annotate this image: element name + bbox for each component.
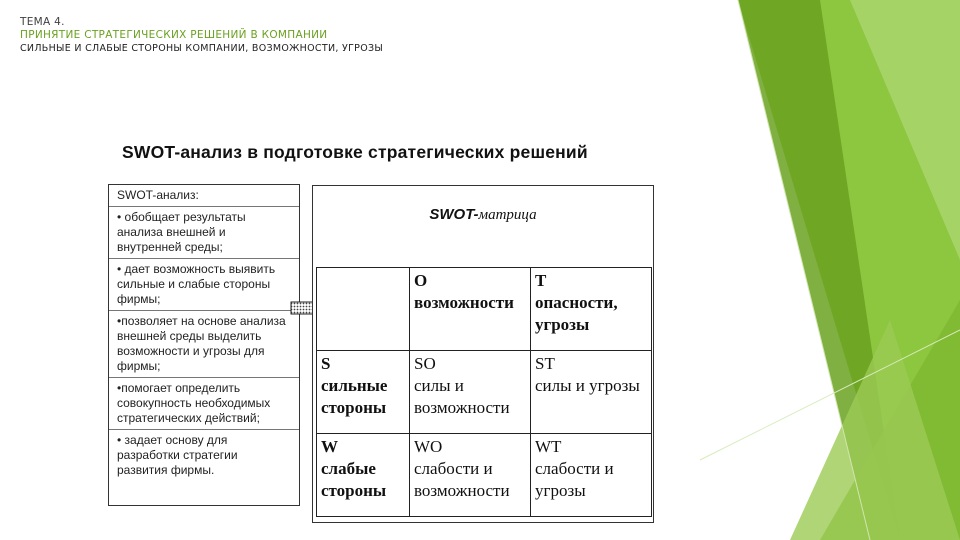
- cell-so: [410, 351, 531, 434]
- cell-wt: [531, 434, 652, 517]
- topic-subtitle: СИЛЬНЫЕ И СЛАБЫЕ СТОРОНЫ КОМПАНИИ, ВОЗМОЖНОСТИ, УГРОЗЫ: [20, 43, 384, 54]
- wo-code: WO: [414, 437, 443, 456]
- so-code: SO: [414, 354, 436, 373]
- w-label: слабые стороны: [321, 459, 387, 500]
- cell-wo: [410, 434, 531, 517]
- figure-title: SWOT-анализ в подготовке стратегических решений: [122, 142, 588, 162]
- cell-st: [531, 351, 652, 434]
- topic-title: ПРИНЯТИЕ СТРАТЕГИЧЕСКИХ РЕШЕНИЙ В КОМПАНИИ: [20, 29, 328, 41]
- table-row: [317, 351, 652, 434]
- matrix-title: [313, 206, 653, 224]
- swot-matrix-table: [316, 267, 652, 517]
- matrix-title-suffix: матрица: [478, 207, 537, 223]
- list-item: •помогает определить совокупность необходимых стратегических действий;: [109, 378, 299, 430]
- row-header-s: [317, 351, 410, 434]
- panel-heading: SWOT-анализ:: [109, 185, 299, 207]
- st-code: ST: [535, 354, 555, 373]
- st-text: силы и угрозы: [535, 376, 640, 395]
- table-row: [317, 268, 652, 351]
- list-item: • дает возможность выявить сильные и слабые стороны фирмы;: [109, 259, 299, 311]
- swot-description-panel: [108, 184, 300, 506]
- wo-text: слабости и возможности: [414, 459, 510, 500]
- matrix-header-o: [410, 268, 531, 351]
- table-row: [317, 434, 652, 517]
- t-label: опасности, угрозы: [535, 293, 618, 334]
- list-item: • задает основу для разработки стратегии развития фирмы.: [117, 433, 238, 477]
- empty-cell: [317, 268, 410, 351]
- s-label: сильные стороны: [321, 376, 388, 417]
- o-label: возможности: [414, 293, 514, 312]
- row-header-w: [317, 434, 410, 517]
- so-text: силы и возможности: [414, 376, 510, 417]
- t-letter: T: [535, 271, 547, 290]
- s-letter: S: [321, 354, 331, 373]
- matrix-header-t: [531, 268, 652, 351]
- o-letter: O: [414, 271, 428, 290]
- wt-text: слабости и угрозы: [535, 459, 614, 500]
- matrix-title-prefix: SWOT-: [429, 206, 479, 223]
- slide-header: [20, 16, 383, 55]
- list-item: •позволяет на основе анализа внешней среды выделить возможности и угрозы для фирмы;: [109, 311, 299, 378]
- topic-number: ТЕМА 4.: [20, 16, 65, 28]
- w-letter: W: [321, 437, 338, 456]
- list-item: • обобщает результаты анализа внешней и внутренней среды;: [109, 207, 299, 259]
- wt-code: WT: [535, 437, 562, 456]
- swot-matrix-panel: [312, 185, 654, 523]
